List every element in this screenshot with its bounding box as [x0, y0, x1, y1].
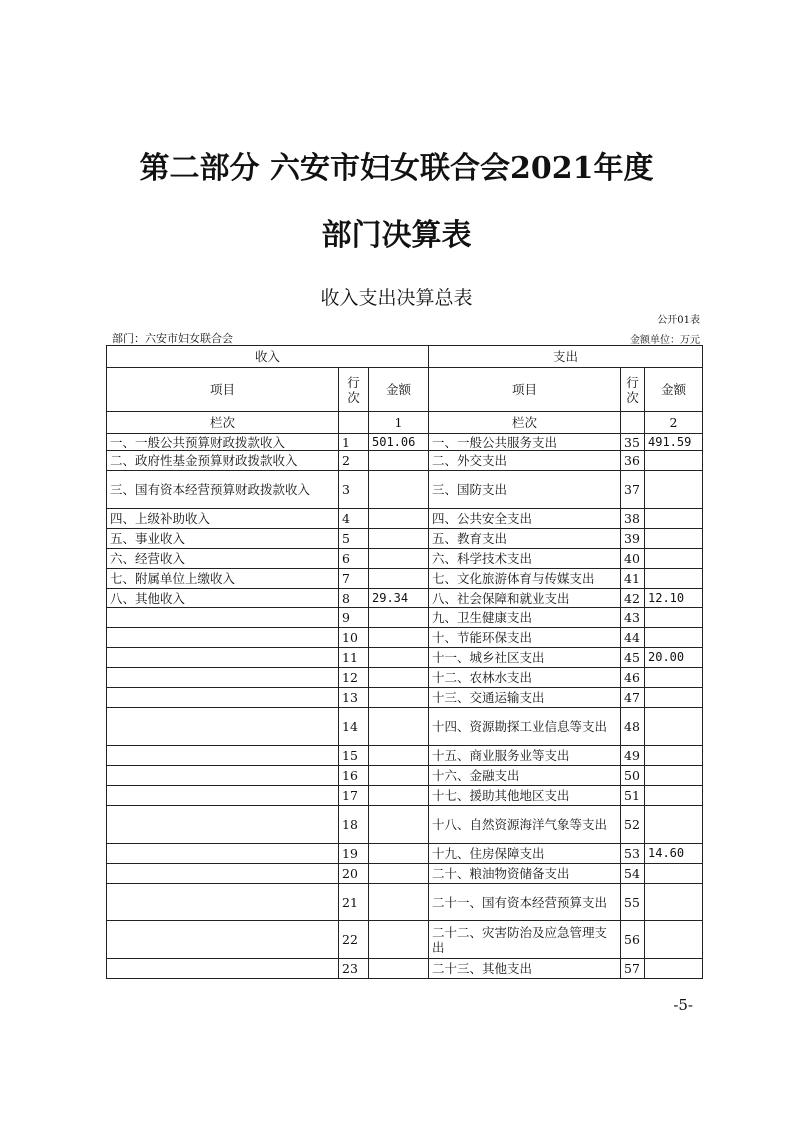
expense-row-no-cell: 48 [621, 708, 645, 746]
income-item-cell [107, 648, 339, 668]
table-row [107, 451, 703, 471]
income-amount-cell [369, 864, 429, 884]
table-row [107, 884, 703, 921]
income-item-cell [107, 628, 339, 648]
table-row [107, 708, 703, 746]
income-amount-cell [369, 529, 429, 549]
expense-amount-cell [645, 884, 703, 921]
income-amount-cell [369, 688, 429, 708]
income-row-no-cell: 12 [339, 668, 369, 688]
income-item-cell [107, 959, 339, 979]
income-amount-cell [369, 806, 429, 844]
income-item-cell: 八、其他收入 [107, 589, 339, 608]
income-row-no-cell: 21 [339, 884, 369, 921]
table-row [107, 608, 703, 628]
income-row-no-cell: 20 [339, 864, 369, 884]
income-amount-cell [369, 471, 429, 509]
expense-amount-cell [645, 471, 703, 509]
header-row-columns [107, 368, 703, 412]
income-amount-cell [369, 569, 429, 589]
expense-item-cell: 二十二、灾害防治及应急管理支出 [429, 921, 621, 959]
expense-row-no-cell: 36 [621, 451, 645, 471]
expense-row-no-cell: 50 [621, 766, 645, 786]
expense-item-cell: 二十、粮油物资储备支出 [429, 864, 621, 884]
income-item-header: 项目 [107, 368, 339, 412]
income-row-no-cell: 22 [339, 921, 369, 959]
expense-row-no-cell: 51 [621, 786, 645, 806]
expense-row-no-cell: 56 [621, 921, 645, 959]
income-item-cell [107, 608, 339, 628]
expense-row-no-cell: 44 [621, 628, 645, 648]
income-item-cell: 四、上级补助收入 [107, 509, 339, 529]
income-row-no-cell: 7 [339, 569, 369, 589]
income-row-no-cell: 8 [339, 589, 369, 608]
budget-table [106, 345, 703, 979]
income-lanci-empty [339, 412, 369, 434]
income-item-cell [107, 746, 339, 766]
income-amount-cell: 501.06 [369, 434, 429, 451]
income-item-cell [107, 766, 339, 786]
table-subtitle: 收入支出决算总表 [320, 287, 473, 309]
expense-item-header: 项目 [429, 368, 621, 412]
document-title-line2: 部门决算表 [321, 218, 472, 253]
income-item-cell [107, 844, 339, 864]
expense-row-no-cell: 35 [621, 434, 645, 451]
expense-item-cell: 二、外交支出 [429, 451, 621, 471]
table-row [107, 864, 703, 884]
expense-item-cell: 十一、城乡社区支出 [429, 648, 621, 668]
table-row [107, 648, 703, 668]
income-row-no-cell: 5 [339, 529, 369, 549]
expense-row-no-cell: 47 [621, 688, 645, 708]
expense-amount-cell [645, 766, 703, 786]
table-row [107, 509, 703, 529]
income-amount-cell [369, 451, 429, 471]
expense-item-cell: 九、卫生健康支出 [429, 608, 621, 628]
income-item-cell [107, 688, 339, 708]
income-item-cell: 三、国有资本经营预算财政拨款收入 [107, 471, 339, 509]
expense-amount-cell: 12.10 [645, 589, 703, 608]
expense-item-cell: 十五、商业服务业等支出 [429, 746, 621, 766]
expense-header: 支出 [429, 346, 703, 368]
income-amount-cell [369, 708, 429, 746]
income-row-no-cell: 17 [339, 786, 369, 806]
expense-amount-cell [645, 608, 703, 628]
income-amount-cell [369, 884, 429, 921]
expense-item-cell: 十三、交通运输支出 [429, 688, 621, 708]
expense-amount-cell [645, 864, 703, 884]
header-row-lanci [107, 412, 703, 434]
income-amount-cell [369, 668, 429, 688]
expense-row-no-cell: 43 [621, 608, 645, 628]
income-amount-cell [369, 549, 429, 569]
income-item-cell [107, 864, 339, 884]
expense-amount-cell: 14.60 [645, 844, 703, 864]
income-amount-cell [369, 959, 429, 979]
income-item-cell: 六、经营收入 [107, 549, 339, 569]
income-row-no-cell: 9 [339, 608, 369, 628]
expense-item-cell: 一、一般公共服务支出 [429, 434, 621, 451]
expense-row-no-cell: 52 [621, 806, 645, 844]
page-number: -5- [673, 996, 693, 1014]
expense-amount-cell [645, 628, 703, 648]
income-row-no-cell: 10 [339, 628, 369, 648]
income-item-cell: 二、政府性基金预算财政拨款收入 [107, 451, 339, 471]
expense-amount-cell: 491.59 [645, 434, 703, 451]
table-row [107, 844, 703, 864]
expense-item-cell: 七、文化旅游体育与传媒支出 [429, 569, 621, 589]
table-row [107, 549, 703, 569]
income-item-cell [107, 884, 339, 921]
income-row-no-cell: 11 [339, 648, 369, 668]
expense-item-cell: 二十一、国有资本经营预算支出 [429, 884, 621, 921]
expense-item-cell: 三、国防支出 [429, 471, 621, 509]
document-title-line1: 第二部分 六安市妇女联合会2021年度 [139, 151, 654, 186]
income-row-no-cell: 15 [339, 746, 369, 766]
income-row-no-cell: 14 [339, 708, 369, 746]
department-label: 部门：六安市妇女联合会 [112, 332, 233, 345]
expense-row-no-cell: 42 [621, 589, 645, 608]
expense-row-no-cell: 57 [621, 959, 645, 979]
income-amount-cell [369, 766, 429, 786]
income-amount-cell [369, 746, 429, 766]
income-col-number: 1 [369, 412, 429, 434]
income-row-no-cell: 1 [339, 434, 369, 451]
income-amount-cell [369, 628, 429, 648]
expense-item-cell: 八、社会保障和就业支出 [429, 589, 621, 608]
income-item-cell [107, 668, 339, 688]
income-lanci: 栏次 [107, 412, 339, 434]
table-row [107, 628, 703, 648]
income-amount-header: 金额 [369, 368, 429, 412]
table-row [107, 471, 703, 509]
table-row [107, 959, 703, 979]
expense-amount-cell [645, 451, 703, 471]
table-row [107, 529, 703, 549]
table-row [107, 688, 703, 708]
expense-amount-cell [645, 921, 703, 959]
income-row-no-cell: 18 [339, 806, 369, 844]
expense-item-cell: 十八、自然资源海洋气象等支出 [429, 806, 621, 844]
expense-col-number: 2 [645, 412, 703, 434]
expense-row-no-cell: 54 [621, 864, 645, 884]
unit-label: 金额单位：万元 [630, 335, 700, 346]
expense-row-no-cell: 53 [621, 844, 645, 864]
table-number: 公开01表 [657, 315, 700, 326]
table-row [107, 434, 703, 451]
expense-item-cell: 十九、住房保障支出 [429, 844, 621, 864]
table-row [107, 806, 703, 844]
income-amount-cell [369, 921, 429, 959]
expense-amount-cell [645, 786, 703, 806]
income-item-cell [107, 806, 339, 844]
income-amount-cell [369, 844, 429, 864]
table-row [107, 569, 703, 589]
income-item-cell [107, 708, 339, 746]
income-amount-cell: 29.34 [369, 589, 429, 608]
expense-row-no-cell: 46 [621, 668, 645, 688]
expense-row-no-cell: 41 [621, 569, 645, 589]
expense-row-no-cell: 55 [621, 884, 645, 921]
table-row [107, 746, 703, 766]
expense-item-cell: 十、节能环保支出 [429, 628, 621, 648]
expense-amount-header: 金额 [645, 368, 703, 412]
expense-amount-cell [645, 688, 703, 708]
expense-amount-cell [645, 668, 703, 688]
expense-row-no-header: 行次 [621, 368, 645, 412]
expense-item-cell: 十二、农林水支出 [429, 668, 621, 688]
income-amount-cell [369, 608, 429, 628]
expense-row-no-cell: 39 [621, 529, 645, 549]
income-item-cell [107, 921, 339, 959]
expense-item-cell: 五、教育支出 [429, 529, 621, 549]
expense-item-cell: 十四、资源勘探工业信息等支出 [429, 708, 621, 746]
expense-amount-cell [645, 746, 703, 766]
income-amount-cell [369, 648, 429, 668]
income-amount-cell [369, 786, 429, 806]
income-row-no-cell: 6 [339, 549, 369, 569]
table-row [107, 668, 703, 688]
income-row-no-cell: 13 [339, 688, 369, 708]
expense-row-no-cell: 45 [621, 648, 645, 668]
table-row [107, 921, 703, 959]
income-row-no-cell: 2 [339, 451, 369, 471]
income-item-cell [107, 786, 339, 806]
expense-amount-cell [645, 529, 703, 549]
expense-item-cell: 四、公共安全支出 [429, 509, 621, 529]
table-row [107, 786, 703, 806]
expense-item-cell: 十六、金融支出 [429, 766, 621, 786]
expense-row-no-cell: 49 [621, 746, 645, 766]
expense-amount-cell [645, 708, 703, 746]
table-row [107, 766, 703, 786]
income-header: 收入 [107, 346, 429, 368]
expense-amount-cell [645, 806, 703, 844]
expense-amount-cell [645, 509, 703, 529]
income-item-cell: 一、一般公共预算财政拨款收入 [107, 434, 339, 451]
expense-item-cell: 十七、援助其他地区支出 [429, 786, 621, 806]
header-row-sections [107, 346, 703, 368]
income-amount-cell [369, 509, 429, 529]
income-item-cell: 五、事业收入 [107, 529, 339, 549]
expense-item-cell: 二十三、其他支出 [429, 959, 621, 979]
expense-amount-cell: 20.00 [645, 648, 703, 668]
income-row-no-header: 行次 [339, 368, 369, 412]
expense-amount-cell [645, 549, 703, 569]
expense-lanci-empty [621, 412, 645, 434]
expense-row-no-cell: 40 [621, 549, 645, 569]
income-row-no-cell: 16 [339, 766, 369, 786]
income-row-no-cell: 4 [339, 509, 369, 529]
income-row-no-cell: 3 [339, 471, 369, 509]
income-row-no-cell: 23 [339, 959, 369, 979]
income-item-cell: 七、附属单位上缴收入 [107, 569, 339, 589]
expense-amount-cell [645, 569, 703, 589]
expense-lanci: 栏次 [429, 412, 621, 434]
income-row-no-cell: 19 [339, 844, 369, 864]
expense-row-no-cell: 38 [621, 509, 645, 529]
expense-row-no-cell: 37 [621, 471, 645, 509]
expense-amount-cell [645, 959, 703, 979]
table-row [107, 589, 703, 608]
expense-item-cell: 六、科学技术支出 [429, 549, 621, 569]
